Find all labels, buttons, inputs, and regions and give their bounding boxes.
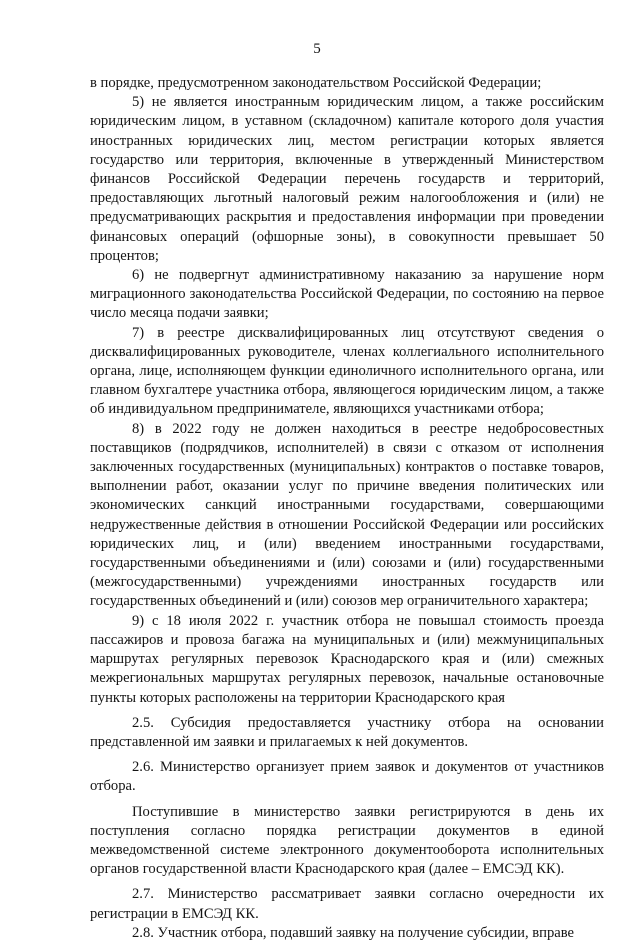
paragraph-clause-2-8: 2.8. Участник отбора, подавший заявку на получение субсидии, вправе <box>132 924 575 941</box>
paragraph-item-8: 8) в 2022 году не должен находиться в реестре недобросовестных поставщиков (подрядчиков, исполнителей) в связи с отказом от исполнения заключенных государственных (муниципальных) контрактов о поставке товаров, выполнении работ, оказании услуг по причине введения политических или экономических санкций иностранными государствами, совершающими недружественные действия в отношении Российской Федерации или российских юридических лиц, и (или) введением иностранными государствами, государственными объединениями и (или) союзами и (или) государственными (межгосударственными) учреждениями иностранных государств или государственных объединений и (или) союзов мер ограничительного характера; <box>90 420 604 610</box>
paragraph-item-5: 5) не является иностранным юридическим лицом, а также российским юридическим лицом, в уставном (складочном) капитале которого доля участия иностранных юридических лиц, местом регистрации которых является государство или территория, включенные в утвержденный Министерством финансов Российской Федерации перечень государств и территорий, предоставляющих льготный налоговый режим налогообложения и (или) не предусматривающих раскрытия и предоставления информации при проведении финансовых операций (офшорные зоны), в совокупности превышает 50 процентов; <box>90 94 604 264</box>
paragraph-clause-2-7: 2.7. Министерство рассматривает заявки согласно очередности их регистрации в ЕМСЭД КК. <box>90 886 604 922</box>
paragraph-registration: Поступившие в министерство заявки регистрируются в день их поступления согласно порядка регистрации документов в единой межведомственной системе электронного документооборота исполнительных органов государственной власти Краснодарского края (далее – ЕМСЭД КК). <box>90 803 604 878</box>
paragraph-clause-2-5: 2.5. Субсидия предоставляется участнику отбора на основании представленной им заявки и прилагаемых к ней документов. <box>90 714 604 750</box>
page-number: 5 <box>313 41 321 57</box>
paragraph-item-6: 6) не подвергнут административному наказанию за нарушение норм миграционного законодательства Российской Федерации, по состоянию на первое число месяца подачи заявки; <box>90 267 604 322</box>
paragraph-clause-2-6: 2.6. Министерство организует прием заявок и документов от участников отбора. <box>90 759 604 795</box>
paragraph-continuation: в порядке, предусмотренном законодательством Российской Федерации; <box>90 75 542 91</box>
paragraph-item-7: 7) в реестре дисквалифицированных лиц отсутствуют сведения о дисквалифицированных руководителе, членах коллегиального исполнительного органа, лице, исполняющем функции единоличного исполнительного органа, или главном бухгалтере участника отбора, являющегося юридическим лицом, а также об индивидуальном предпринимателе, являющихся участниками отбора; <box>90 324 604 418</box>
paragraph-item-9: 9) с 18 июля 2022 г. участник отбора не повышал стоимость проезда пассажиров и провоза багажа на муниципальных и (или) межмуниципальных маршрутах регулярных перевозок Краснодарского края и (или) смежных межрегиональных маршрутах регулярных перевозок, начальные остановочные пункты которых расположены на территории Краснодарского края <box>90 612 604 706</box>
document-body <box>90 74 604 943</box>
